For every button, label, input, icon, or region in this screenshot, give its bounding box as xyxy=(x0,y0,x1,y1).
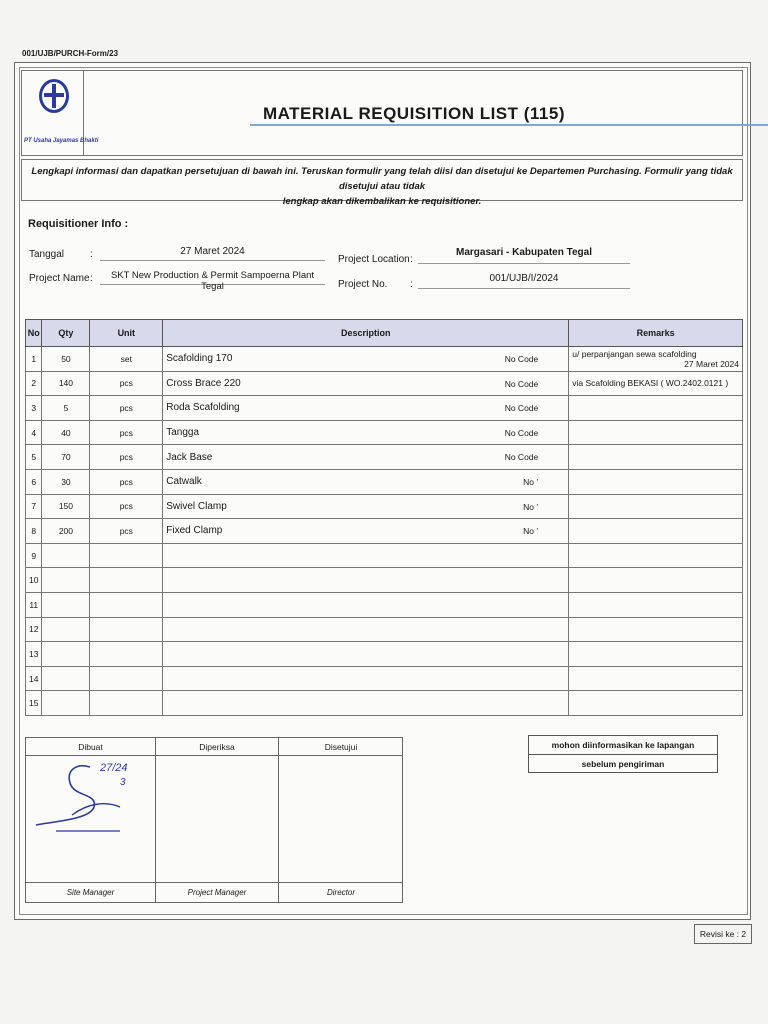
row-description xyxy=(163,666,569,691)
row-qty: 50 xyxy=(42,347,90,372)
row-no: 12 xyxy=(26,617,42,642)
row-description xyxy=(163,445,569,470)
project-location-label: Project Location xyxy=(338,254,410,265)
project-location-value: Margasari - Kabupaten Tegal xyxy=(418,247,630,264)
row-code: No Code xyxy=(504,452,539,463)
row-remarks xyxy=(569,617,743,642)
row-remarks xyxy=(569,469,743,494)
row-description-text: Swivel Clamp xyxy=(166,500,227,512)
table-row xyxy=(26,642,743,667)
row-no: 15 xyxy=(26,691,42,716)
row-remarks-text: via Scafolding BEKASI ( WO.2402.0121 ) xyxy=(572,378,729,389)
row-unit: pcs xyxy=(90,420,163,445)
row-description-text: Roda Scafolding xyxy=(166,402,240,414)
row-qty: 150 xyxy=(42,494,90,519)
row-qty: 140 xyxy=(42,371,90,396)
diperiksa-label: Diperiksa xyxy=(156,738,278,756)
row-code: No Code xyxy=(504,378,539,389)
revision-label: Revisi ke : 2 xyxy=(694,924,752,944)
row-description xyxy=(163,469,569,494)
row-code: No Code xyxy=(504,427,539,438)
row-qty xyxy=(42,543,90,568)
row-no: 1 xyxy=(26,347,42,372)
row-no: 4 xyxy=(26,420,42,445)
project-no-value: 001/UJB/I/2024 xyxy=(418,273,630,289)
row-description-text: Tangga xyxy=(166,427,200,439)
row-remarks xyxy=(569,519,743,544)
company-name: PT Usaha Jayamas Bhakti xyxy=(24,138,99,144)
table-row xyxy=(26,494,743,519)
row-remarks xyxy=(569,666,743,691)
row-unit xyxy=(90,592,163,617)
row-unit: pcs xyxy=(90,371,163,396)
row-qty: 5 xyxy=(42,396,90,421)
row-no: 6 xyxy=(26,469,42,494)
row-unit: pcs xyxy=(90,494,163,519)
delivery-note-box xyxy=(528,735,718,773)
table-row xyxy=(26,592,743,617)
row-code: No Code xyxy=(504,354,539,364)
row-qty xyxy=(42,666,90,691)
company-logo-icon xyxy=(39,79,69,113)
row-code: No ’ xyxy=(523,476,539,487)
row-remarks xyxy=(569,691,743,716)
table-row xyxy=(26,617,743,642)
row-description xyxy=(163,592,569,617)
row-description-text: Catwalk xyxy=(166,476,202,488)
row-description xyxy=(163,494,569,519)
row-code: No ’ xyxy=(523,526,539,537)
table-row xyxy=(26,347,743,372)
row-description xyxy=(163,568,569,593)
row-description-text: Fixed Clamp xyxy=(166,525,223,537)
signature-col-diperiksa xyxy=(156,738,279,902)
row-no: 14 xyxy=(26,666,42,691)
row-unit xyxy=(90,543,163,568)
row-no: 5 xyxy=(26,445,42,470)
row-remarks xyxy=(569,494,743,519)
project-location-colon: : xyxy=(410,254,413,265)
dibuat-label: Dibuat xyxy=(26,738,155,756)
instructions-line-2: lengkap akan dikembalikan ke requisitioner. xyxy=(282,196,482,207)
row-remarks xyxy=(569,592,743,617)
form-code: 001/UJB/PURCH-Form/23 xyxy=(22,49,119,58)
row-qty xyxy=(42,568,90,593)
instructions xyxy=(24,164,740,209)
row-description xyxy=(163,691,569,716)
tanggal-label: Tanggal xyxy=(29,249,65,260)
header-description: Description xyxy=(163,320,569,347)
row-qty xyxy=(42,691,90,716)
table-row xyxy=(26,519,743,544)
table-row xyxy=(26,371,743,396)
row-unit: pcs xyxy=(90,519,163,544)
row-remarks-date: 27 Maret 2024 xyxy=(684,358,739,369)
form-title: MATERIAL REQUISITION LIST (115) xyxy=(262,104,565,123)
table-row xyxy=(26,420,743,445)
row-description xyxy=(163,420,569,445)
table-row xyxy=(26,396,743,421)
row-no: 13 xyxy=(26,642,42,667)
disetujui-label: Disetujui xyxy=(279,738,403,756)
row-qty xyxy=(42,592,90,617)
row-unit: set xyxy=(90,347,163,372)
project-manager-label: Project Manager xyxy=(156,882,278,902)
row-description-text: Jack Base xyxy=(166,451,213,463)
row-description-text: Cross Brace 220 xyxy=(166,377,241,389)
svg-text:27/24: 27/24 xyxy=(100,762,128,774)
header-remarks: Remarks xyxy=(569,320,743,347)
table-row xyxy=(26,543,743,568)
header-unit: Unit xyxy=(90,320,163,347)
row-remarks xyxy=(569,420,743,445)
row-remarks xyxy=(569,543,743,568)
header-no: No xyxy=(26,320,42,347)
row-qty: 70 xyxy=(42,445,90,470)
row-no: 2 xyxy=(26,371,42,396)
row-no: 3 xyxy=(26,396,42,421)
header-qty: Qty xyxy=(42,320,90,347)
table-row xyxy=(26,469,743,494)
row-qty xyxy=(42,617,90,642)
table-row xyxy=(26,691,743,716)
row-unit xyxy=(90,666,163,691)
accent-line xyxy=(250,124,768,126)
table-row xyxy=(26,666,743,691)
row-unit: pcs xyxy=(90,396,163,421)
company-logo-box xyxy=(21,70,99,156)
row-unit: pcs xyxy=(90,469,163,494)
row-no: 8 xyxy=(26,519,42,544)
row-remarks xyxy=(569,568,743,593)
row-description xyxy=(163,543,569,568)
row-qty xyxy=(42,642,90,667)
row-qty: 30 xyxy=(42,469,90,494)
row-no: 10 xyxy=(26,568,42,593)
row-remarks xyxy=(569,642,743,667)
row-remarks-text: u/ perpanjangan sewa scafolding xyxy=(572,348,697,359)
row-qty: 200 xyxy=(42,519,90,544)
row-unit xyxy=(90,617,163,642)
signature-col-disetujui xyxy=(279,738,403,902)
tanggal-value: 27 Maret 2024 xyxy=(100,246,325,261)
handwritten-signature xyxy=(28,755,153,835)
row-description xyxy=(163,617,569,642)
requisitioner-heading: Requisitioner Info : xyxy=(28,218,129,230)
row-description xyxy=(163,396,569,421)
row-description xyxy=(163,371,569,396)
svg-text:3: 3 xyxy=(120,777,126,788)
project-name-colon: : xyxy=(90,273,93,284)
table-row xyxy=(26,568,743,593)
row-remarks xyxy=(569,371,743,396)
row-description xyxy=(163,642,569,667)
row-remarks xyxy=(569,396,743,421)
project-no-label: Project No. xyxy=(338,279,388,290)
row-no: 11 xyxy=(26,592,42,617)
site-manager-label: Site Manager xyxy=(26,882,155,902)
table-header-row xyxy=(26,320,743,347)
row-description xyxy=(163,347,569,372)
tanggal-colon: : xyxy=(90,249,93,260)
row-no: 7 xyxy=(26,494,42,519)
director-label: Director xyxy=(279,882,403,902)
table-row xyxy=(26,445,743,470)
row-remarks xyxy=(569,347,743,372)
delivery-note-line-2: sebelum pengiriman xyxy=(529,754,717,772)
row-qty: 40 xyxy=(42,420,90,445)
project-name-value: SKT New Production & Permit Sampoerna Plant Tegal xyxy=(100,270,325,285)
row-unit xyxy=(90,568,163,593)
row-code: No ’ xyxy=(523,501,539,512)
delivery-note-line-1: mohon diinformasikan ke lapangan xyxy=(551,740,695,750)
project-no-colon: : xyxy=(410,279,413,290)
project-name-label: Project Name xyxy=(29,273,90,284)
row-code: No Code xyxy=(504,403,539,414)
instructions-line-1: Lengkapi informasi dan dapatkan persetujuan di bawah ini. Teruskan formulir yang telah diisi dan disetujui ke Departemen Purchasing. Formulir yang tidak disetujui atau tidak xyxy=(31,166,733,192)
row-description xyxy=(163,519,569,544)
row-description-text: Scafolding 170 xyxy=(166,353,233,365)
row-unit: pcs xyxy=(90,445,163,470)
row-unit xyxy=(90,691,163,716)
items-table xyxy=(25,319,743,716)
row-no: 9 xyxy=(26,543,42,568)
row-remarks xyxy=(569,445,743,470)
row-unit xyxy=(90,642,163,667)
